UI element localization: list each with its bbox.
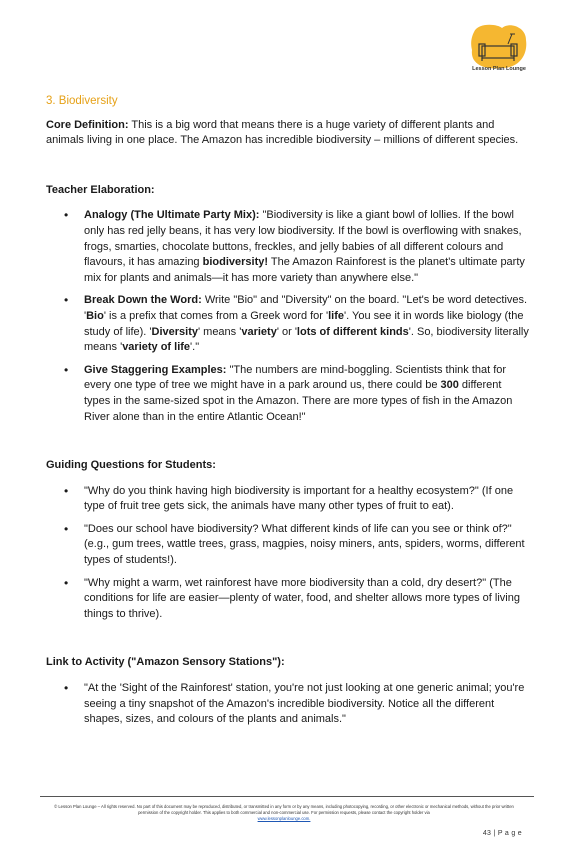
examples-text-end: different types in the same-sized spot in the Amazon. There are more types of fish in the Amazon River alone than in the entire Atlantic Ocean!": [84, 379, 513, 423]
breakdown-bio: Bio: [86, 309, 104, 322]
copyright-footer: [46, 804, 522, 821]
guiding-questions-list: [46, 484, 530, 623]
breakdown-text: ' is a prefix that comes from a Greek word for ': [103, 309, 329, 322]
examples-text: "The numbers are mind-boggling. Scientists think that for every one type of tree we might have in a park around us, there could be: [84, 363, 507, 392]
core-definition: [46, 118, 530, 149]
section-title: 3. Biodiversity: [46, 95, 118, 107]
analogy-bold: biodiversity!: [202, 256, 269, 269]
examples-bold: 300: [440, 379, 459, 392]
teacher-elaboration-heading: Teacher Elaboration:: [46, 183, 155, 196]
list-item-analogy: [46, 208, 530, 286]
breakdown-text: '. You see it in words like biology (the study of life). ': [84, 309, 524, 338]
footer-divider: [40, 796, 534, 797]
breakdown-text: '.": [190, 341, 200, 354]
copyright-text: © Lesson Plan Lounge – All rights reserved. No part of this document may be reproduced, distributed, or transmitted in any form or by any means, including photocopying, recording, or other electronic or mechanical methods, without the prior written permission of the copyright holder. This applies to both commercial and non-commercial use. For permission requests, please contact the copyright holder via: [54, 804, 514, 815]
breakdown-text: ' means ': [198, 325, 242, 338]
analogy-text-end: The Amazon Rainforest is the planet's ultimate party mix for plants and animals—it has more variety than anywhere else.": [84, 256, 525, 284]
website-link[interactable]: www.lessonplanlounge.com.: [257, 815, 311, 821]
analogy-text: "Biodiversity is like a giant bowl of lollies. If the bowl only has red jelly beans, it has very low biodiversity. If the bowl is overflowing with snakes, frogs, smarties, chocolate buttons, freckles, and jelly babies of all different colours and flavours, it has amazing: [84, 209, 522, 269]
logo-text: Lesson Plan Lounge: [472, 66, 526, 72]
breakdown-label: Break Down the Word:: [84, 294, 202, 307]
list-item-examples: [46, 363, 530, 425]
breakdown-variety-of-life: variety of life: [122, 341, 191, 354]
breakdown-text: ' or ': [276, 325, 297, 338]
core-definition-text: This is a big word that means there is a huge variety of different plants and animals living in one place. The Amazon has incredible biodiversity – millions of different species.: [46, 118, 519, 147]
activity-list: [46, 681, 530, 728]
core-definition-label: Core Definition:: [46, 118, 129, 131]
examples-label: Give Staggering Examples:: [84, 363, 227, 376]
activity-link-heading: Link to Activity ("Amazon Sensory Stations"):: [46, 656, 285, 669]
list-item-breakdown: [46, 293, 530, 355]
list-item: • "Does our school have biodiversity? What different kinds of life can you see or think of?" (e.g., gum trees, wattle trees, grass, magpies, noisy miners, ants, spiders, worms, different types of students!).: [46, 522, 530, 569]
main-content: [46, 94, 530, 728]
breakdown-diversity: Diversity: [151, 325, 198, 338]
breakdown-text: '. So, biodiversity literally means ': [84, 325, 529, 354]
breakdown-lots: lots of different kinds: [296, 325, 409, 338]
breakdown-text: Write "Bio" and "Diversity" on the board. "Let's be word detectives. ': [84, 294, 528, 322]
guiding-questions-heading: Guiding Questions for Students:: [46, 459, 216, 472]
list-item: • "Why do you think having high biodiversity is important for a healthy ecosystem?" (If one type of fruit tree gets sick, the animals have many other types of fruit to eat).: [46, 484, 530, 515]
analogy-label: Analogy (The Ultimate Party Mix):: [84, 209, 260, 222]
breakdown-life: life: [328, 309, 345, 322]
list-item: • "Why might a warm, wet rainforest have more biodiversity than a cold, dry desert?" (The conditions for life are easier—plenty of water, food, and shelter allows more types of living things to thrive).: [46, 576, 530, 623]
page-number: 43 | P a g e: [482, 830, 522, 837]
list-item: • "At the 'Sight of the Rainforest' station, you're not just looking at one generic animal; you're seeing a tiny snapshot of the Amazon's incredible biodiversity. Notice all the different shapes, sizes, and colours of the plants and animals.": [46, 681, 530, 728]
elaboration-list: [46, 208, 530, 425]
breakdown-variety: variety: [241, 325, 277, 338]
